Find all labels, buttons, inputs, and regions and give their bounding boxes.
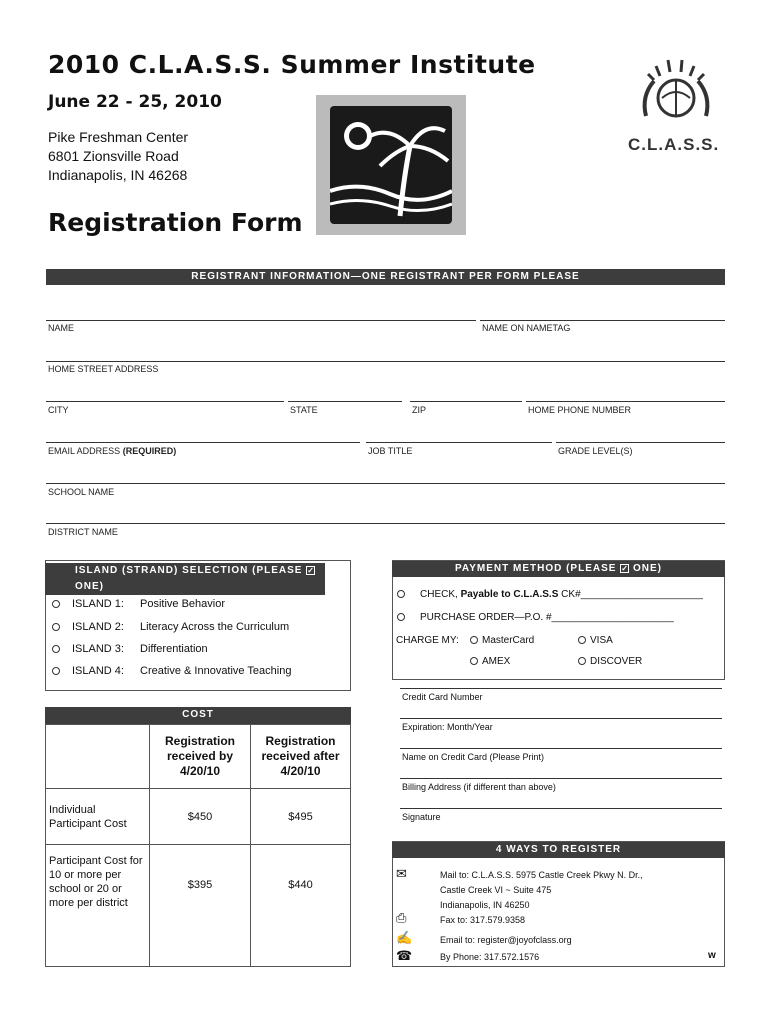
mastercard-option[interactable] [470, 635, 534, 646]
island-artwork-image [330, 106, 452, 224]
cost-row2-early: $395 [150, 845, 251, 967]
expiration-label: Expiration: Month/Year [402, 722, 493, 732]
island-1-num: ISLAND 1: [72, 598, 124, 610]
email-line[interactable] [46, 442, 360, 443]
cost-col-late: Registration received after 4/20/10 [251, 725, 351, 789]
discover-option[interactable] [578, 656, 642, 667]
school-line[interactable] [46, 483, 725, 484]
island-2-num: ISLAND 2: [72, 621, 124, 633]
po-option[interactable] [397, 612, 409, 623]
signature-line[interactable] [400, 808, 722, 809]
zip-label: ZIP [412, 405, 427, 415]
cost-row1-early: $450 [150, 789, 251, 845]
amex-option[interactable] [470, 656, 510, 667]
cost-row2-label: Participant Cost for 10 or more per school or 20 or more per district [46, 845, 150, 967]
island-option-3[interactable] [52, 643, 64, 655]
island-selection-heading [45, 563, 325, 595]
checkbox-icon: ✓ [621, 563, 629, 573]
signature-label: Signature [402, 812, 441, 822]
envelope-icon: ✉ [396, 866, 407, 881]
mail-line-1: Mail to: C.L.A.S.S. 5975 Castle Creek Pkwy N. Dr., [440, 870, 643, 880]
fax-text: Fax to: 317.579.9358 [440, 915, 526, 925]
billing-label: Billing Address (if different than above) [402, 782, 556, 792]
nametag-line[interactable] [480, 320, 725, 321]
radio-circle-icon[interactable] [578, 636, 586, 644]
check-payable: Payable to C.L.A.S.S [460, 589, 559, 600]
street-line[interactable] [46, 361, 725, 362]
fax-icon: ⎙ [396, 910, 407, 925]
expiration-line[interactable] [400, 718, 722, 719]
grade-label: GRADE LEVEL(S) [558, 446, 633, 456]
venue-address [48, 128, 188, 185]
district-line[interactable] [46, 523, 725, 524]
state-label: STATE [290, 405, 318, 415]
ways-heading: 4 WAYS TO REGISTER [392, 842, 725, 858]
street-label: HOME STREET ADDRESS [48, 364, 159, 374]
visa-label: VISA [590, 635, 613, 646]
mail-line-3: Indianapolis, IN 46250 [440, 900, 530, 910]
check-text [420, 589, 703, 600]
radio-circle-icon[interactable] [52, 645, 60, 653]
event-title: 2010 C.L.A.S.S. Summer Institute [48, 50, 536, 79]
charge-label: CHARGE MY: [396, 635, 459, 646]
cost-table [45, 724, 351, 967]
phone-icon: ☎ [396, 948, 413, 963]
radio-circle-icon[interactable] [578, 657, 586, 665]
island-heading-text: ISLAND (STRAND) SELECTION (PLEASE [75, 565, 303, 576]
payment-heading [392, 561, 725, 577]
island-3-num: ISLAND 3: [72, 643, 124, 655]
email-label-text: EMAIL ADDRESS [48, 446, 121, 456]
registrant-info-heading: REGISTRANT INFORMATION—ONE REGISTRANT PER FORM PLEASE [46, 269, 725, 285]
nametag-label: NAME ON NAMETAG [482, 323, 571, 333]
zip-line[interactable] [410, 401, 522, 402]
cost-corner-cell [46, 725, 150, 789]
check-number-blank: CK#______________________ [561, 589, 703, 600]
mail-address [440, 868, 643, 913]
mastercard-label: MasterCard [482, 635, 535, 646]
state-line[interactable] [288, 401, 402, 402]
cost-heading: COST [45, 707, 351, 724]
venue-name: Pike Freshman Center [48, 129, 189, 145]
island-4-desc: Creative & Innovative Teaching [140, 665, 292, 677]
phone-line[interactable] [526, 401, 725, 402]
radio-circle-icon[interactable] [470, 657, 478, 665]
check-option[interactable] [397, 589, 409, 600]
form-title: Registration Form [48, 208, 303, 237]
phone-text: By Phone: 317.572.1576 [440, 952, 540, 962]
event-dates: June 22 - 25, 2010 [48, 92, 222, 112]
visa-option[interactable] [578, 635, 613, 646]
payment-heading-end: ONE) [633, 563, 663, 574]
venue-city: Indianapolis, IN 46268 [48, 167, 188, 183]
venue-street: 6801 Zionsville Road [48, 148, 179, 164]
name-label: NAME [48, 323, 75, 333]
class-logo-text: C.L.A.S.S. [628, 135, 720, 154]
island-option-4[interactable] [52, 665, 64, 677]
checkbox-icon: ✓ [307, 565, 315, 575]
city-label: CITY [48, 405, 69, 415]
cc-number-line[interactable] [400, 688, 722, 689]
mail-line-2: Castle Creek VI ~ Suite 475 [440, 885, 552, 895]
job-line[interactable] [366, 442, 552, 443]
island-2-desc: Literacy Across the Curriculum [140, 621, 290, 633]
island-4-num: ISLAND 4: [72, 665, 124, 677]
island-3-desc: Differentiation [140, 643, 208, 655]
discover-label: DISCOVER [590, 656, 643, 667]
cost-row1-label: Individual Participant Cost [46, 789, 150, 845]
amex-label: AMEX [482, 656, 511, 667]
cost-row2-late: $440 [251, 845, 351, 967]
island-heading-end: ONE) [75, 581, 104, 592]
check-prefix: CHECK, [420, 589, 458, 600]
city-line[interactable] [46, 401, 284, 402]
email-icon: ✍ [396, 930, 413, 945]
name-line[interactable] [46, 320, 476, 321]
school-label: SCHOOL NAME [48, 487, 115, 497]
radio-circle-icon[interactable] [470, 636, 478, 644]
po-text: PURCHASE ORDER—P.O. #______________________ [420, 612, 674, 623]
radio-circle-icon[interactable] [397, 590, 405, 598]
job-label: JOB TITLE [368, 446, 413, 456]
grade-line[interactable] [556, 442, 725, 443]
radio-circle-icon[interactable] [397, 613, 405, 621]
cost-row1-late: $495 [251, 789, 351, 845]
district-label: DISTRICT NAME [48, 527, 118, 537]
cc-number-label: Credit Card Number [402, 692, 483, 702]
island-1-desc: Positive Behavior [140, 598, 225, 610]
island-option-2[interactable] [52, 621, 64, 633]
email-text: Email to: register@joyofclass.org [440, 935, 572, 945]
cost-col-early: Registration received by 4/20/10 [150, 725, 251, 789]
corner-mark: w [708, 950, 716, 961]
radio-circle-icon[interactable] [52, 667, 60, 675]
phone-label: HOME PHONE NUMBER [528, 405, 632, 415]
cc-name-line[interactable] [400, 748, 722, 749]
email-label [48, 446, 176, 456]
payment-heading-text: PAYMENT METHOD (PLEASE [454, 563, 617, 574]
email-required-text: (REQUIRED) [122, 446, 177, 456]
island-option-1[interactable] [52, 598, 64, 610]
radio-circle-icon[interactable] [52, 600, 60, 608]
billing-line[interactable] [400, 778, 722, 779]
radio-circle-icon[interactable] [52, 623, 60, 631]
cc-name-label: Name on Credit Card (Please Print) [402, 752, 545, 762]
